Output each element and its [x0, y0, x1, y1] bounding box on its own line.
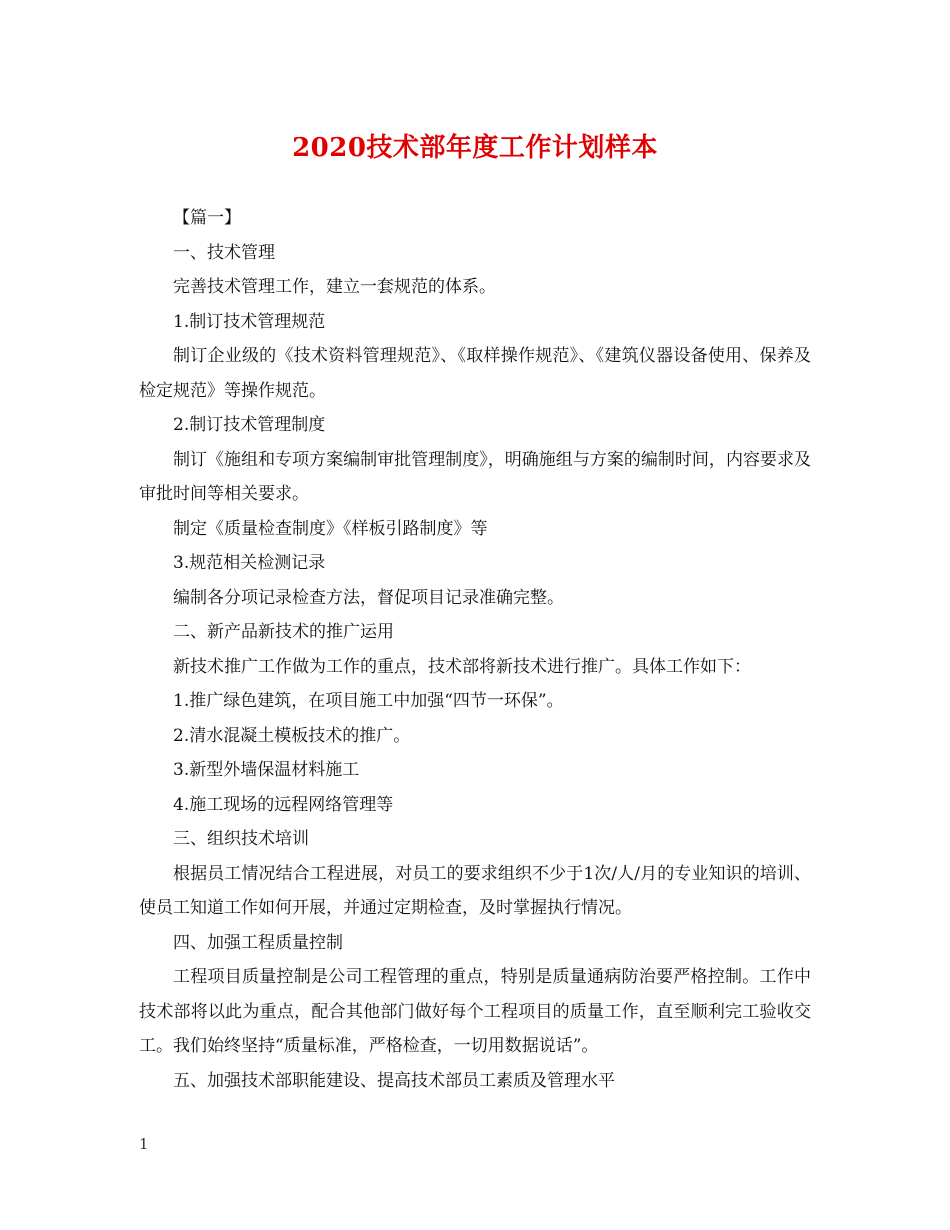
paragraph: 【篇一】 [173, 208, 241, 228]
list-item: 2.清水混凝土模板技术的推广。 [173, 725, 411, 746]
subsection-heading: 3.规范相关检测记录 [173, 553, 326, 573]
section-heading: 五、加强技术部职能建设、提高技术部员工素质及管理水平 [173, 1070, 615, 1091]
subsection-heading: 2.制订技术管理制度 [173, 415, 326, 435]
document-title: 2020技术部年度工作计划样本 [292, 133, 658, 163]
section-heading: 二、新产品新技术的推广运用 [173, 622, 394, 642]
paragraph: 根据员工情况结合工程进展，对员工的要求组织不少于1次/人/月的专业知识的培训、使员工知道工作如何开展，并通过定期检查，及时掌握执行情况。 [139, 863, 811, 918]
paragraph: 制订企业级的《技术资料管理规范》、《取样操作规范》、《建筑仪器设备使用、保养及检定规范》等操作规范。 [139, 346, 811, 401]
subsection-heading: 1.制订技术管理规范 [173, 311, 326, 332]
list-item: 4.施工现场的远程网络管理等 [173, 794, 394, 815]
list-item: 3.新型外墙保温材料施工 [173, 760, 360, 780]
section-heading: 一、技术管理 [173, 242, 275, 263]
paragraph: 完善技术管理工作，建立一套规范的体系。 [173, 277, 496, 297]
section-heading: 四、加强工程质量控制 [173, 932, 343, 953]
list-item: 1.推广绿色建筑，在项目施工中加强“四节一环保”。 [173, 691, 564, 711]
paragraph: 制订《施组和专项方案编制审批管理制度》，明确施组与方案的编制时间，内容要求及审批时间等相关要求。 [139, 449, 811, 504]
paragraph: 制定《质量检查制度》《样板引路制度》等 [173, 518, 488, 539]
paragraph: 编制各分项记录检查方法，督促项目记录准确完整。 [173, 587, 564, 608]
section-heading: 三、组织技术培训 [173, 829, 309, 849]
page-number: 1 [139, 1135, 149, 1153]
paragraph: 新技术推广工作做为工作的重点，技术部将新技术进行推广。具体工作如下： [173, 656, 751, 677]
paragraph: 工程项目质量控制是公司工程管理的重点，特别是质量通病防治要严格控制。工作中技术部将以此为重点，配合其他部门做好每个工程项目的质量工作，直至顺利完工验收交工。我们始终坚持“质量标准，严格检查，一切用数据说话”。 [139, 967, 811, 1056]
document-body [139, 201, 811, 1098]
